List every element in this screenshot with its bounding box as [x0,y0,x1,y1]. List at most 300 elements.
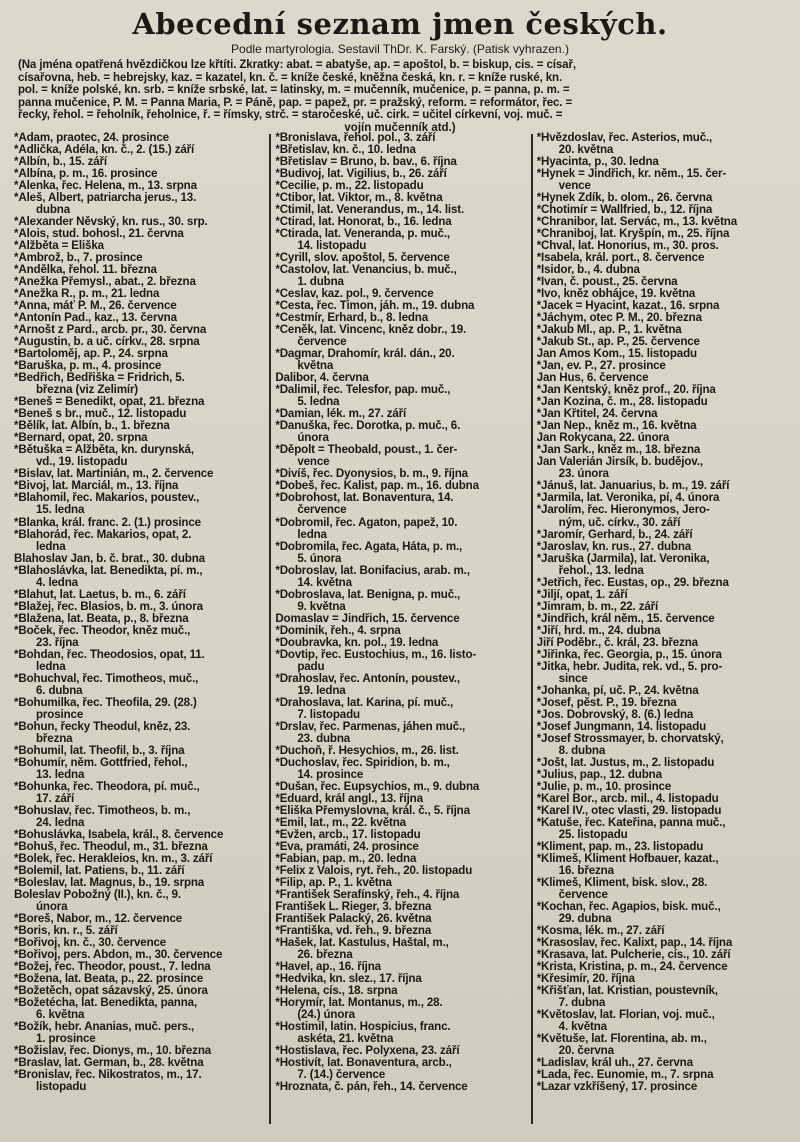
name-entry-line: *Duchoň, ř. Hesychios, m., 26. list. [275,744,459,757]
name-entry [537,661,788,685]
name-entry [275,865,526,877]
name-entry [275,817,526,829]
name-entry [537,492,788,504]
intro-closing-line: vojín mučenník atd.) [344,121,456,134]
name-entry-line: *Krasoslav, řec. Kalixt, pap., 14. října [536,937,733,950]
name-entry [14,132,265,144]
name-entry-line: *Hostislava, řec. Polyxena, 23. září [275,1045,460,1058]
name-entry-line: *Blahomil, řec. Makarios, poustev., [14,492,200,505]
name-entry [275,625,526,637]
name-entry-line: *Děpolt = Theobald, poust., 1. čer- [275,444,458,457]
name-entry [537,805,788,817]
name-entry [14,408,265,420]
name-entry-continuation: 14. listopadu [297,240,367,253]
name-entry [14,985,265,997]
name-entry-continuation: 25. listopadu [558,828,628,841]
name-entry-line: *Adam, praotec, 24. prosince [14,132,169,144]
name-entry-line: *Doubravka, kn. pol., 19. ledna [275,636,439,649]
name-entry [537,625,788,637]
name-entry-continuation: 26. března [297,949,353,962]
name-entry-continuation: května [297,360,334,373]
name-entry [14,757,265,781]
name-entry [275,228,526,252]
name-entry-line: *Drslav, řec. Parmenas, jáhen muč., [275,720,466,733]
name-entry-continuation: since [558,672,588,685]
name-entry-line: *Bohuš, řec. Theodul, m., 31. března [14,840,208,853]
name-entry [14,853,265,865]
name-entry-continuation: 4. května [558,1021,607,1034]
name-entry [14,312,265,324]
name-entry-line: *Jan Nep., kněz m., 16. května [536,420,697,433]
name-entry [14,613,265,625]
name-entry [14,168,265,180]
name-entry [14,288,265,300]
name-entry-line: *Dobeš, řec. Kalist, pap. m., 16. dubna [275,480,479,493]
name-entry-line: *Božislav, řec. Dionys, m., 10. března [14,1045,212,1058]
name-entry [14,1021,265,1045]
name-entry-line: *Boreš, Nabor, m., 12. července [14,913,183,926]
name-entry-line: *Květuše, lat. Florentina, ab. m., [536,1033,707,1046]
name-entry-continuation: února [36,901,68,913]
name-entry [14,1045,265,1057]
name-entry [14,192,265,216]
name-entry-line: *Budivoj, lat. Vigilius, b., 26. září [275,168,447,181]
name-entry-line: *Cyrill, slov. apoštol, 5. července [275,252,450,265]
name-entry-line: *Blažena, lat. Beata, p., 8. března [14,612,189,625]
name-entry [275,1021,526,1045]
name-entry-line: *Jan Sark., kněz m., 18. března [536,444,701,457]
name-entry-continuation: 14. května [297,576,352,589]
name-entry-line: *Josef, pěst. P., 19. března [536,696,677,709]
name-entry-continuation: července [297,504,347,517]
name-entry-line: *Eva, pramáti, 24. prosince [275,840,419,853]
name-entry-continuation: řehol., 13. ledna [558,564,644,577]
name-entry-line: Jan Amos Kom., 15. listopadu [536,348,697,361]
name-entry [14,913,265,925]
name-entry [275,444,526,468]
name-entry-line: *Jos. Dobrovský, 8. (6.) ledna [536,708,694,721]
name-entry-line: *Bronislava, řehol. pol., 3. září [275,132,436,144]
name-entry-line: *Bohumilka, řec. Theofila, 29. (28.) [14,696,197,709]
name-entry [537,168,788,192]
name-entry-line: *Jaroslav, kn. rus., 27. dubna [536,540,692,553]
page-title: Abecední seznam jmen českých. [132,7,668,41]
name-entry-continuation: askéta, 21. května [297,1033,394,1046]
name-entry-line: Domaslav = Jindřich, 15. července [275,612,460,625]
name-entry-line: *Julie, p. m., 10. prosince [536,780,672,793]
name-entry-line: *Květoslav, lat. Florian, voj. muč., [536,1009,715,1022]
name-entry [14,1069,265,1093]
name-entry [14,973,265,985]
column-divider [269,134,271,1124]
name-entry [14,228,265,240]
name-entry [537,1033,788,1057]
name-entry-continuation: 7. dubna [558,997,606,1010]
name-entry-line: *Albína, p. m., 16. prosince [14,168,158,181]
name-entry-line: *Chval, lat. Honorius, m., 30. pros. [536,240,719,253]
name-entry [14,372,265,396]
name-entry [537,937,788,949]
name-entry-line: *Josef Jungmann, 14. listopadu [536,720,707,733]
name-entry [14,468,265,480]
name-entry-line: *Julius, pap., 12. dubna [536,768,662,781]
name-entry-line: *Krista, Kristina, p. m., 24. července [536,961,728,974]
name-entry [537,637,788,649]
name-entry [537,949,788,961]
name-entry-line: Jan Hus, 6. července [536,372,649,385]
name-entry-continuation: 29. dubna [558,913,612,926]
name-entry-line: *Božetécha, lat. Benedikta, panna, [14,997,198,1010]
name-entry-continuation: 7. (14.) července [297,1069,386,1082]
name-entry [14,649,265,673]
name-entry-continuation: 9. května [297,600,346,613]
name-entry [537,709,788,721]
name-entry-line: *Chotimír = Wallfried, b., 12. října [536,204,713,217]
name-entry-continuation: padu [297,660,325,673]
name-entry [275,673,526,697]
name-entry-line: *Jan, ev. P., 27. prosince [536,360,666,373]
name-entry-continuation: 16. března [558,864,614,877]
name-entry-line: *Jiljí, opat, 1. září [536,588,628,601]
name-entry-line: *Jarolím, řec. Hieronymos, Jero- [536,504,710,517]
name-entry-line: *Ctibor, lat. Viktor, m., 8. května [275,192,443,205]
name-entry-line: *Dovtip, řec. Eustochius, m., 16. listo- [275,648,477,661]
name-entry [275,697,526,721]
name-entry [275,468,526,480]
name-entry-line: Jiří Poděbr., č. král, 23. března [536,636,698,649]
name-entry-line: *Bivoj, lat. Marciál, m., 13. října [14,480,179,493]
name-entry [14,444,265,468]
name-entry-line: *Boleslav, lat. Magnus, b., 19. srpna [14,876,205,889]
name-entry [275,937,526,961]
name-entry [537,408,788,420]
name-entry [537,360,788,372]
name-entry-line: *Albín, b., 15. září [14,156,107,169]
name-entry [537,192,788,204]
name-entry [275,204,526,216]
name-entry [537,264,788,276]
name-entry-line: *Jan Kozina, č. m., 28. listopadu [536,396,708,409]
name-entry-continuation: března (viz Želimír) [36,384,139,397]
name-entry-line: *Augustin, b. a uč. církv., 28. srpna [14,336,200,349]
name-entry-line: *Jan Křtitel, 24. června [536,408,658,421]
name-entry [14,721,265,745]
name-entry-line: *Lazar vzkříšený, 17. prosince [536,1081,698,1094]
name-entry-line: Blahoslav Jan, b. č. brat., 30. dubna [14,552,205,565]
name-entry [275,565,526,589]
intro-line: (Na jména opatřená hvězdičkou lze křtíti. Zkratky: abat. = abatyše, ap. = apoštol, b. = biskup, cis. = císař, [18,59,576,71]
name-entry-line: *Isidor, b., 4. dubna [536,264,640,277]
name-entry-line: *Blanka, král. franc. 2. (1.) prosince [14,516,201,529]
name-entry-line: *Cecilie, p. m., 22. listopadu [275,180,424,193]
name-entry-line: Jan Rokycana, 22. února [536,432,670,445]
name-entry-line: *Blahorád, řec. Makarios, opat, 2. [14,528,192,541]
name-entry-line: *Bořivoj, pers. Abdon, m., 30. července [14,949,223,962]
name-entry [275,913,526,925]
name-entry-line: *Bohuchval, řec. Timotheos, muč., [14,672,199,685]
name-entry [537,156,788,168]
name-entry-line: *Bislav, lat. Martinián, m., 2. července [14,468,214,481]
name-entry-line: *Častolov, lat. Venancius, b. muč., [275,264,457,277]
intro-line: řecky, řehol. = řeholník, řeholnice, ř. = římsky, strč. = staročeské, uč. cirk. = učitel církevní, voj. muč. = [18,109,563,121]
name-entry [537,252,788,264]
name-entry-continuation: 4. ledna [36,576,78,589]
name-entry [537,480,788,492]
name-entry-line: *Jitka, hebr. Judita, rek. vd., 5. pro- [536,660,723,673]
name-entry-line: František L. Rieger, 3. března [275,901,432,913]
name-entry-continuation: ným, uč. církv., 30. září [558,516,681,529]
name-entry-line: *Eduard, král angl., 13. října [275,792,423,805]
name-entry-line: *Česlav, kaz. pol., 9. července [275,288,434,301]
name-entry [14,889,265,913]
name-entry [14,925,265,937]
name-entry [275,997,526,1021]
name-entry [275,805,526,817]
name-entry-line: *Hynek Zdík, b. olom., 26. června [536,192,713,205]
name-entry-line: *Blahoslávka, lat. Benedikta, pí. m., [14,564,203,577]
name-entry [275,264,526,288]
name-entry [537,288,788,300]
name-entry [537,444,788,456]
name-entry-line: *Antonín Pad., kaz., 13. června [14,312,177,325]
name-entry-line: *Alexander Něvský, kn. rus., 30. srp. [14,216,208,229]
name-column-3 [537,132,788,1136]
name-entry-line: *Bolemil, lat. Patiens, b., 11. září [14,864,185,877]
name-entry [275,901,526,913]
name-entry [275,180,526,192]
name-entry [14,492,265,516]
name-entry [14,432,265,444]
abbreviations-intro [18,59,778,122]
name-entry-line: *Bedřich, Bedřiška = Fridrich, 5. [14,372,185,385]
name-entry [14,697,265,721]
name-entry [14,240,265,252]
name-entry [537,613,788,625]
name-entry-line: *Hostimil, latin. Hospicius, franc. [275,1021,451,1034]
name-column-1 [14,132,265,1136]
name-entry [275,144,526,156]
name-entry [14,877,265,889]
name-entry-line: *Bolek, řec. Herakleios, kn. m., 3. září [14,852,213,865]
name-entry-continuation: ledna [36,660,66,673]
name-entry-line: *Jánuš, lat. Januarius, b. m., 19. září [536,480,730,493]
name-entry-line: *Česta, řec. Timon, jáh. m., 19. dubna [275,300,475,313]
name-entry [14,156,265,168]
name-entry-line: *Klimeš, Kliment Hofbauer, kazat., [536,852,719,865]
name-entry-line: *Bořivoj, kn. č., 30. července [14,937,167,950]
name-entry-line: *Bělík, lat. Albín, b., 1. března [14,420,170,433]
name-entry-line: *Jacek = Hyacint, kazat., 16. srpna [536,300,720,313]
name-entry-line: *Anežka R., p. m., 21. ledna [14,288,160,301]
name-entry [14,937,265,949]
name-entry-line: Jan Valerián Jirsík, b. budějov., [536,456,703,469]
name-entry [275,300,526,312]
name-entry [275,1045,526,1057]
name-entry-continuation: dubna [36,204,71,217]
name-entry-line: *Jetřich, řec. Eustas, op., 29. března [536,576,729,589]
name-entry-line: *Duchoslav, řec. Spiridion, b. m., [275,756,450,769]
name-entry-line: *Božík, hebr. Ananias, muč. pers., [14,1021,195,1034]
name-entry-line: *Havel, ap., 16. října [275,961,381,974]
name-entry-line: *Katuše, řec. Kateřina, panna muč., [536,816,726,829]
intro-line: panna mučenice, P. M. = Panna Maria, P. = Páně, pap. = papež, pr. = pražský, reform. = reformátor, řec. = [18,96,573,109]
name-entry [537,577,788,589]
name-entry-line: *Ctirad, lat. Honorat, b., 16. ledna [275,216,452,229]
name-entry-line: *Čestmír, Erhard, b., 8. ledna [275,312,429,325]
name-entry-continuation: 14. prosince [297,768,364,781]
name-entry [14,336,265,348]
name-entry [275,889,526,901]
name-entry [537,396,788,408]
name-entry-continuation: prosince [36,708,84,721]
name-entry [275,985,526,997]
name-entry-line: *Jimram, b. m., 22. září [536,600,659,613]
name-entry [275,348,526,372]
name-entry [537,240,788,252]
name-entry-continuation: 5. ledna [297,396,340,409]
name-entry-line: *Křesimír, 20. října [536,973,635,986]
name-entry-line: *Dalimil, řec. Telesfor, pap. muč., [275,384,451,397]
name-entry-line: *Hašek, lat. Kastulus, Haštal, m., [275,937,449,950]
name-entry-continuation: 6. dubna [36,684,83,697]
name-entry [14,805,265,829]
name-entry [14,745,265,757]
name-entry-continuation: 5. února [297,552,342,565]
name-entry-line: *Josef Strossmayer, b. chorvatský, [536,732,724,745]
name-entry [537,733,788,757]
name-entry-line: *Dušan, řec. Eupsychios, m., 9. dubna [275,780,480,793]
name-entry [275,384,526,408]
name-entry [275,1057,526,1081]
name-entry [275,420,526,444]
name-entry-continuation: 1. prosince [36,1033,96,1046]
name-entry-line: *Andělka, řehol. 11. března [14,264,157,277]
name-entry-line: *Blahut, lat. Laetus, b. m., 6. září [14,588,186,601]
name-entry [537,216,788,228]
name-entry-continuation: vd., 19. listopadu [36,456,128,469]
name-entry [537,841,788,853]
name-entry-line: *Krasava, lat. Pulcherie, cís., 10. září [536,949,731,962]
name-entry [537,769,788,781]
name-entry-line: *Bohunka, řec. Theodora, pí. muč., [14,780,200,793]
name-entry-line: *Karel IV., otec vlasti, 29. listopadu [536,804,722,817]
name-entry-continuation: 20. června [558,1045,614,1058]
name-entry [14,997,265,1021]
name-entry-line: *Horymír, lat. Montanus, m., 28. [275,997,443,1010]
name-entry-continuation: 6. května [36,1009,85,1022]
name-entry [537,348,788,360]
name-entry [14,216,265,228]
name-entry [275,829,526,841]
name-entry [275,288,526,300]
name-entry-line: *Jakub Ml., ap. P., 1. května [536,324,682,337]
name-entry-line: *Dobroslava, lat. Benigna, p. muč., [275,588,461,601]
name-entry-line: *Bernard, opat, 20. srpna [14,432,148,445]
name-entry-line: *Břetislav = Bruno, b. bav., 6. října [275,156,457,169]
name-entry [14,396,265,408]
name-entry-line: *Hroznata, č. pán, řeh., 14. července [275,1081,468,1094]
name-entry [275,480,526,492]
name-entry [275,925,526,937]
name-entry [537,877,788,901]
name-entry-continuation: 1. dubna [297,276,344,289]
name-entry [275,853,526,865]
name-entry-line: *Danuška, řec. Dorotka, p. muč., 6. [275,420,461,433]
name-entry [275,408,526,420]
name-entry [537,132,788,156]
name-entry [14,480,265,492]
name-entry-line: *Johanka, pí, uč. P., 24. května [536,684,699,697]
name-entry [537,312,788,324]
name-entry [275,721,526,745]
name-entry [537,1081,788,1093]
name-entry-line: *Hvězdoslav, řec. Asterios, muč., [536,132,713,144]
name-entry [537,793,788,805]
name-entry-line: *Adlička, Adéla, kn. č., 2. (15.) září [14,144,195,157]
name-entry [275,841,526,853]
name-entry-line: *Beneš = Benedikt, opat, 21. března [14,396,205,409]
name-entry-line: *Fabian, pap. m., 20. ledna [275,852,417,865]
name-entry-line: *Hedvika, kn. slez., 17. října [275,973,422,986]
name-entry-line: *Bohumír, něm. Gottfried, řehol., [14,756,188,769]
name-entry [537,601,788,613]
name-entry [537,456,788,480]
name-entry-line: *Bohuslávka, Isabela, král., 8. července [14,828,224,841]
name-entry-line: *Divíš, řec. Dyonysios, b. m., 9. října [275,468,468,481]
name-entry-line: *Chraniboj, lat. Kryšpín, m., 25. října [536,228,730,241]
name-entry-line: *Jarmila, lat. Veronika, pí, 4. února [536,492,720,505]
name-entry [14,529,265,553]
name-entry-line: *Blažej, řec. Blasios, b. m., 3. února [14,600,203,613]
name-entry-continuation: 7. listopadu [297,708,360,721]
name-entry-continuation: listopadu [36,1081,87,1094]
name-entry-continuation: 15. ledna [36,504,85,517]
name-entry-line: *Damian, lék. m., 27. září [275,408,407,421]
name-entry [537,973,788,985]
name-entry [275,649,526,673]
name-entry-line: *Jakub St., ap. P., 25. července [536,336,700,349]
name-entry [275,793,526,805]
name-entry [537,541,788,553]
name-entry [537,721,788,733]
name-entry [537,1069,788,1081]
name-columns [14,132,788,1136]
name-entry-line: *Ambrož, b., 7. prosince [14,252,143,265]
name-entry-line: *Jiří, hrd. m., 24. dubna [536,624,661,637]
name-entry [275,541,526,565]
name-entry [537,757,788,769]
name-entry [537,649,788,661]
name-entry-continuation: ledna [36,540,66,553]
name-entry [14,360,265,372]
name-entry-line: *Arnošt z Pard., arcb. pr., 30. června [14,324,207,337]
name-entry-line: *Bohun, řecky Theodul, kněz, 23. [14,720,191,733]
name-entry-line: *Anežka Přemysl., abat., 2. března [14,276,196,289]
name-entry [275,312,526,324]
name-entry [14,300,265,312]
name-entry-continuation: (24.) února [297,1009,355,1022]
name-entry [537,697,788,709]
name-entry [14,589,265,601]
name-entry-line: Boleslav Pobožný (II.), kn. č., 9. [14,888,181,901]
name-entry [275,216,526,228]
name-entry [537,420,788,432]
name-entry-line: *Alenka, řec. Helena, m., 13. srpna [14,180,197,193]
name-entry-line: *Hynek = Jindřich, kr. něm., 15. čer- [536,168,727,181]
name-entry [275,781,526,793]
name-entry [14,553,265,565]
name-entry [275,589,526,613]
